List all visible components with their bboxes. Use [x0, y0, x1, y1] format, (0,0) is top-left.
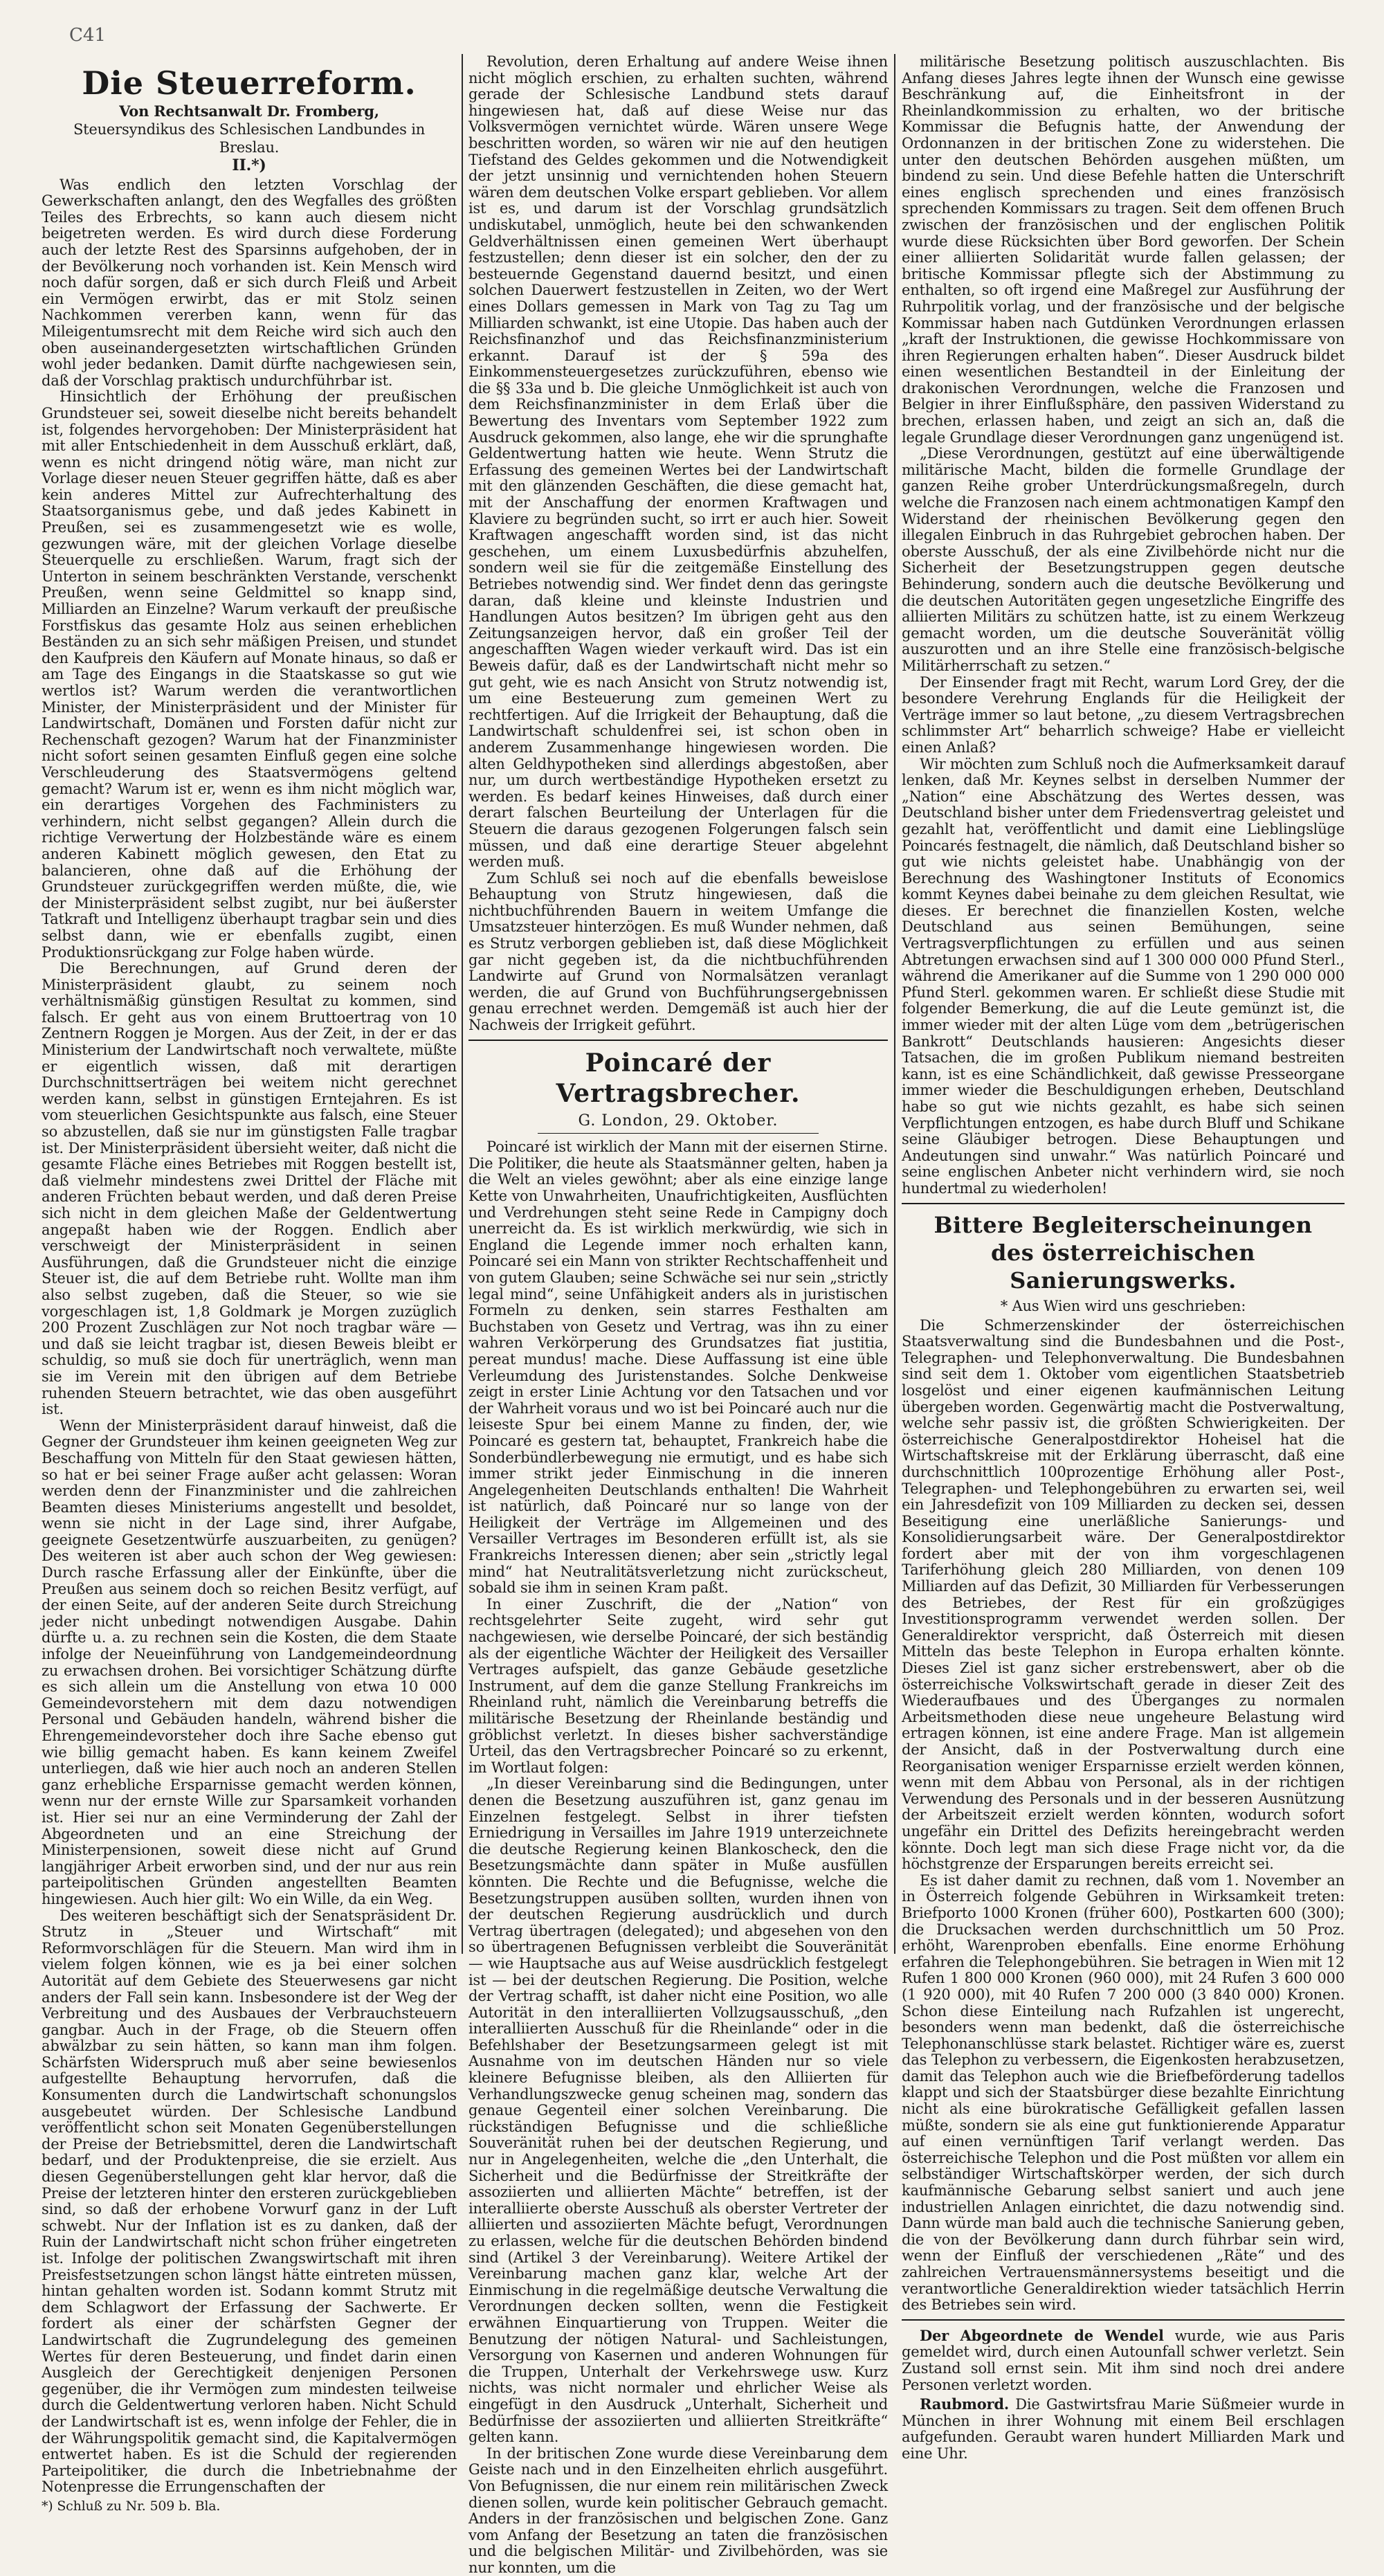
column-rule-1: [462, 54, 463, 1954]
news-label: Raubmord.: [920, 2395, 1009, 2413]
paragraph: Wir möchten zum Schluß noch die Aufmerksamkeit darauf lenken, daß Mr. Keynes selbst in derselben Nummer der „Nation“ eine Abschätzung des Wertes dessen, was Deutschland bisher unter dem Friedensvertrag geleistet und gezahlt hat, veröffentlicht und damit eine Lieblingslüge Poincarés festnagelt, die nämlich, daß Deutschland bisher so gut wie nichts geleistet habe. Unabhängig von der Berechnung des Washingtoner Instituts of Economics kommt Keynes dabei beinahe zu dem gleichen Resultat, wie dieses. Er berechnet die finanziellen Kosten, welche Deutschland aus seinen Bemühungen, seine Vertragsverpflichtungen zu erfüllen und aus seinen Abtretungen erwachsen sind auf 1 300 000 000 Pfund Sterl., während die Amerikaner auf die Summe von 1 290 000 000 Pfund Sterl. gekommen waren. Er schließt diese Studie mit folgender Bemerkung, die auf die Leute gemünzt ist, die immer wieder mit der alten Lüge vom dem „betrügerischen Bankrott“ Deutschlands hausieren: Angesichts dieser Tatsachen, die im großen Publikum niemand bestreiten kann, ist es eine Schändlichkeit, daß gewisse Presseorgane immer wieder die Beschuldigungen erheben, Deutschland habe so gut wie nichts gezahlt, es habe sich seinen Verpflichtungen entzogen, es habe durch Bluff und Schikane seine Gläubiger betrogen. Diese Behauptungen und Andeutungen sind unwahr.“ Was natürlich Poincaré und seine englischen Anbeter nicht verhindern wird, sie noch hundertmal zu wiederholen!: [902, 755, 1345, 1197]
footnote: *) Schluß zu Nr. 509 b. Bla.: [42, 2498, 221, 2514]
paragraph: militärische Besetzung politisch auszuschlachten. Bis Anfang dieses Jahres legte ihnen der Wunsch eine gewisse Beschränkung auf, die Einheitsfront in der Rheinlandkommission zu erhalten, wo der britische Kommissar die Befugnis hatte, der Anwendung der Ordonnanzen in der britischen Zone zu widerstehen. Die unter den deutschen Behörden ausgehen müßten, um bindend zu sein. Und diese Befehle hatten die Unterschrift eines englisch sprechenden und eines französisch sprechenden Kommissars zu tragen. Seit dem offenen Bruch zwischen der französischen und der englischen Politik wurde diese Rücksichten über Bord geworfen. Der Schein einer alliierten Solidarität wurde fallen gelassen; der britische Kommissar pflegte sich der Abstimmung zu enthalten, so oft irgend eine Maßregel zur Ausführung der Ruhrpolitik vorlag, und der französische und der belgische Kommissar haben nach Gutdünken Verordnungen erlassen „kraft der Instruktionen, die gewisse Hochkommissare von ihren Regierungen erhalten haben“. Dieser Ausdruck bildet einen wesentlichen Bestandteil in der Einleitung der drakonischen Verordnungen, welche die Franzosen und Belgier in ihrer Einflußsphäre, den passiven Widerstand zu brechen, erlassen haben, und zeigt an sich an, daß die legale Grundlage dieser Verordnungen ganz ungenügend ist.: [902, 53, 1345, 446]
column-rule-2: [894, 54, 895, 1954]
article-separator: [468, 1040, 888, 1041]
news-text: wurde, wie aus Paris gemeldet wird, durch einen Autounfall schwer verletzt. Sein Zustand soll ernst sein. Mit ihm sind noch drei andere Personen verletzt worden.: [902, 2327, 1345, 2393]
article-title-poincare: Poincaré der Vertragsbrecher.: [556, 1048, 801, 1108]
article-separator: [902, 1203, 1345, 1204]
paragraph: Hinsichtlich der Erhöhung der preußischen Grundsteuer sei, soweit dieselbe nicht bereits behandelt ist, folgendes hervorgehoben: Der Ministerpräsident hat mit aller Entschiedenheit in dem Ausschuß erklärt, daß, wenn es nicht dringend nötig wäre, man nicht zur Vorlage dieser neuen Steuer gegriffen hätte, daß es aber kein anderes Mittel zur Aufrechterhaltung des Staatsorganismus gebe, und daß jedes Kabinett in Preußen, sei es zusammengesetzt wie es wolle, gezwungen wäre, mit der gleichen Vorlage dieselbe Steuerquelle zu erschließen. Warum, fragt sich der Unterton in seinem beschränkten Verstande, verschenkt Preußen, wenn seine Geldmittel so knapp sind, Milliarden an Einzelne? Warum verkauft der preußische Forstfiskus das gesamte Holz aus seinen erheblichen Beständen zu an sich sehr mäßigen Preisen, und stundet den Kaufpreis den Käufern auf Monate hinaus, so daß er am Tage des Eingangs in die Staatskasse so gut wie wertlos ist? Warum werden die verantwortlichen Minister, der Ministerpräsident und der Minister für Landwirtschaft, Domänen und Forsten dafür nicht zur Rechenschaft gezogen? Warum hat der Finanzminister nicht sofort seinen gesamten Einfluß gegen eine solche Verschleuderung des Staatsvermögens geltend gemacht? Warum ist er, wenn es ihm nicht möglich war, ein derartiges Vorgehen des Fachministers zu verhindern, nicht selbst gegangen? Allein durch die richtige Verwertung der Holzbestände wäre es einem anderen Kabinett möglich gewesen, den Etat zu balancieren, ohne daß auf die Erhöhung der Grundsteuer zurückgegriffen werden müßte, die, wie der Ministerpräsident selbst zugibt, nur bei äußerster Tatkraft und Intelligenz überhaupt tragbar sein und dies selbst dann, wie er ebenfalls zugibt, einen Produktionsrückgang zur Folge haben würde.: [42, 388, 457, 961]
dateline: G. London, 29. Oktober.: [578, 1112, 778, 1130]
column-2: [468, 53, 888, 2576]
paragraph: Was endlich den letzten Vorschlag der Gewerkschaften anlangt, den des Wegfalles des größten Teiles des Erbrechts, so kann auch diesem nicht beigetreten werden. Es wird durch diese Forderung auch der letzte Rest des Sparsinns aufgehoben, der in der Bevölkerung noch vorhanden ist. Kein Mensch wird noch dafür sorgen, daß er sich durch Fleiß und Arbeit ein Vermögen erwirbt, das er mit Stolz seinen Nachkommen vererben kann, wenn für das Mileigentumsrecht mit dem Reiche wird sich auch den oben auseinandergesetzten wirtschaftlichen Gründen wohl jeder bedanken. Damit dürfte nachgewiesen sein, daß der Vorschlag praktisch undurchführbar ist.: [42, 176, 457, 389]
byline-affiliation: Steuersyndikus des Schlesischen Landbundes in Breslau.: [73, 121, 426, 156]
byline-author: Von Rechtsanwalt Dr. Fromberg,: [119, 102, 379, 120]
paragraph: „In dieser Vereinbarung sind die Bedingungen, unter denen die Besetzung auszuführen ist, ganz genau im Einzelnen festgelegt. Selbst in ihrer tiefsten Erniedrigung in Versailles im Jahre 1919 unterzeichnete die deutsche Regierung keinen Blankoscheck, den die Besetzungsmächte dann später in Muße ausfüllen könnten. Die Rechte und die Befugnisse, welche die Besetzungstruppen ausüben sollten, wurden ihnen von der deutschen Regierung ausdrücklich und durch Vertrag übertragen (delegated); und abgesehen von den so übertragenen Befugnissen verbleibt die Souveränität — wie Hauptsache aus auf Weise ausdrücklich festgelegt ist — bei der deutschen Regierung. Die Position, welche der Vertrag schafft, ist daher nicht eine Position, wo alle Autorität in den interalliierten Vollzugsausschuß, „den interalliierten Ausschuß für die Rheinlande“ oder in die Befehlshaber der Besetzungsarmeen gelegt ist mit Ausnahme von im deutschen Händen nur so viele kleinere Befugnisse bleiben, als den Alliierten für Verhandlungszwecke genug scheinen mag, sondern das genaue Gegenteil einer solchen Vereinbarung. Die rückständigen Befugnisse und die schließliche Souveränität ruhen bei der deutschen Regierung, und nur in Angelegenheiten, welche die „den Unterhalt, die Sicherheit und die Bedürfnisse der Streitkräfte der assoziierten und alliierten Mächte“ betreffen, ist der interalliierte oberste Ausschuß als oberster Vertreter der alliierten und assoziierten Mächte befugt, Verordnungen zu erlassen, welche für die deutschen Behörden bindend sind (Artikel 3 der Vereinbarung). Weitere Artikel der Vereinbarung machen ganz klar, welche Art der Einmischung in die regelmäßige deutsche Verwaltung die Verordnungen decken sollten, wenn die Festigkeit erwähnen Einquartierung von Truppen. Weiter die Benutzung der nötigen Natural- und Sachleistungen, Versorgung von Kasernen und anderen Wohnungen für die Truppen, Unterhalt der Verkehrswege usw. Kurz nichts, was nicht normaler und ehrlicher Weise als eingefügt in den Ausdruck „Unterhalt, Sicherheit und Bedürfnisse der assoziierten und alliierten Streitkräfte“ gelten kann.: [468, 1775, 888, 2446]
article-separator: [902, 2319, 1345, 2321]
paragraph: Es ist daher damit zu rechnen, daß vom 1. November an in Österreich folgende Gebühren in Wirksamkeit treten: Briefporto 1000 Kronen (früher 600), Postkarten 600 (300); die Drucksachen werden durchschnittlich um 50 Proz. erhöht, Warenproben ebenfalls. Eine enorme Erhöhung erfahren die Telephongebühren. Sie betragen in Wien mit 12 Rufen 1 800 000 Kronen (960 000), mit 24 Rufen 3 600 000 (1 920 000), mit 40 Rufen 7 200 000 (3 840 000) Kronen. Schon diese Einteilung nach Rufzahlen ist ungerecht, besonders wenn man bedenkt, daß die österreichische Telephonanschlüsse stark belastet. Richtiger wäre es, zuerst das Telephon zu verbessern, die Eigenkosten herabzusetzen, damit das Telephon auch wie die Briefbeförderung tadellos klappt und sich der Staatsbürger diese bezahlte Einrichtung nicht als eine bürokratische Gefälligkeit gefallen lassen müßte, sondern sie als eine gut funktionierende Apparatur auf einen vernünftigen Tarif verlangt werden. Das österreichische Telephon und die Post müßten vor allem ein selbständiger Wirtschaftskörper werden, der sich durch kaufmännische Gebarung selbst saniert und auch jene industriellen Anlagen einrichtet, die dazu notwendig sind. Dann würde man bald auch die technische Sanierung geben, die von der Bevölkerung dann durch führbar sein wird, wenn der Einfluß der verschiedenen „Räte“ und des zahlreichen Vertrauensmännersystems beseitigt und die verantwortliche Generaldirektion wieder tatsächlich Herrin des Betriebes sein wird.: [902, 1871, 1345, 2314]
source-line: * Aus Wien wird uns geschrieben:: [1000, 1297, 1246, 1314]
paragraph: Der Einsender fragt mit Recht, warum Lord Grey, der die besondere Verehrung Englands für die Heiligkeit der Verträge immer so laut betone, „zu diesem Vertragsbrechen schlimmster Art“ beharrlich schweige? Habe er vielleicht einen Anlaß?: [902, 673, 1345, 756]
article-title-bittere: Bittere Begleiterscheinungen: [934, 1211, 1313, 1238]
paragraph: „Diese Verordnungen, gestützt auf eine überwältigende militärische Macht, bilden die formelle Grundlage der ganzen Reihe grober Unterdrückungsmaßregeln, durch welche die Franzosen nach einem achtmonatigen Kampf den Widerstand der rheinischen Bevölkerung gegen den illegalen Einbruch in das Ruhrgebiet gebrochen haben. Der oberste Ausschuß, der als eine Zivilbehörde nicht nur die Sicherheit der Besetzungstruppen gegen deutsche Behinderung, sondern auch die deutsche Bevölkerung und die deutschen Autoritäten gegen ungesetzliche Eingriffe des alliierten Militärs zu schützen hatte, ist zu einem Werkzeug gemacht worden, um die deutsche Souveränität völlig auszurotten und an ihre Stelle eine französisch-belgische Militärherrschaft zu setzen.“: [902, 445, 1345, 674]
article-subtitle-sanierung: des österreichischen Sanierungswerks.: [991, 1239, 1255, 1294]
divider: [538, 1133, 819, 1134]
news-label: Der Abgeordnete de Wendel: [920, 2326, 1164, 2344]
news-item-wendel: [902, 2328, 1345, 2393]
paragraph: Revolution, deren Erhaltung auf andere Weise ihnen nicht möglich erschien, zu erhalten suchten, während gerade der Schlesische Landbund stets darauf hingewiesen hat, daß auf diese Weise nur das Volksvermögen vernichtet würde. Wären unsere Wege beschritten worden, so wären wir nie auf den heutigen Tiefstand des Geldes gekommen und die Notwendigkeit der jetzt unsinnig und vernichtenden hohen Steuern wären dem deutschen Volke erspart geblieben. Vor allem ist es, und darum ist der Vorschlag grundsätzlich undiskutabel, unmöglich, heute bei den schwankenden Geldverhältnissen einen gemeinen Wert überhaupt festzustellen; denn dieser ist ein solcher, den der zu besteuernde Gegenstand dauernd besitzt, und einen solchen Dauerwert festzustellen in Zeiten, wo der Wert eines Dollars gemessen in Mark von Tag zu Tag um Milliarden schwankt, ist eine Utopie. Das haben auch der Reichsfinanzhof und das Reichsfinanzministerium erkannt. Darauf ist der § 59a des Einkommensteuergesetzes zurückzuführen, ebenso wie die §§ 33a und b. Die gleiche Unmöglichkeit ist auch von dem Reichsfinanzminister in dem Erlaß über die Bewertung des Inventars vom September 1922 zum Ausdruck gekommen, also lange, ehe wir die sprunghafte Geldentwertung hatten wie heute. Wenn Strutz die Erfassung des gemeinen Wertes bei der Landwirtschaft mit den glänzenden Geschäften, die diese gemacht hat, mit der Anschaffung der enormen Kraftwagen und Klaviere zu begründen sucht, so irrt er auch hier. Soweit Kraftwagen angeschafft worden sind, ist das nicht geschehen, um einem Luxusbedürfnis abzuhelfen, sondern weil sie für die zeitgemäße Einstellung des Betriebes notwendig sind. Wer findet denn das geringste daran, daß kleine und kleinste Industrien und Handlungen Autos besitzen? Im übrigen geht aus den Zeitungsanzeigen hervor, daß ein großer Teil der angeschafften Wagen wieder verkauft wird. Das ist ein Beweis dafür, daß es der Landwirtschaft nicht mehr so gut geht, wie es nach Ansicht von Strutz notwendig ist, um eine Besteuerung zum gemeinen Wert zu rechtfertigen. Auf die Irrigkeit der Behauptung, daß die Landwirtschaft schuldenfrei sei, ist schon oben in anderem Zusammenhange hingewiesen worden. Die alten Geldhypotheken sind allerdings abgestoßen, aber nur, um durch wertbeständige Hypotheken ersetzt zu werden. Es bedarf keines Hinweises, daß durch einer derart falschen Beurteilung der Unterlagen für die Steuern die daraus gezogenen Folgerungen falsch sein müssen, und daß eine derartige Steuer abgelehnt werden muß.: [468, 53, 888, 871]
column-1: [42, 54, 457, 2514]
paragraph: Die Berechnungen, auf Grund deren der Ministerpräsident glaubt, zu seinem noch verhältnismäßig günstigen Resultat zu kommen, sind falsch. Er geht aus von einem Bruttoertrag von 10 Zentnern Roggen je Morgen. Aus der Zeit, in der er das Ministerium der Landwirtschaft noch verwaltete, müßte er eigentlich wissen, daß mit derartigen Durchschnittserträgen bei weitem nicht gerechnet werden kann, selbst in günstigen Erntejahren. Es ist vom steuerlichen Gesichtspunkte aus falsch, eine Steuer so abzustellen, daß sie nur im günstigsten Falle tragbar ist. Der Ministerpräsident übersieht weiter, daß nicht die gesamte Fläche eines Betriebes mit Roggen bestellt ist, daß vielmehr mindestens zwei Drittel der Fläche mit anderen Früchten bebaut werden, und daß deren Preise sich nicht in dem gleichen Maße der Geldentwertung angepaßt haben wie der Roggen. Endlich aber verschweigt der Ministerpräsident in seinen Ausführungen, daß die Grundsteuer nicht die einzige Steuer ist, die auf dem Betriebe ruht. Wollte man ihm also selbst zugeben, daß die Steuer, so wie sie vorgeschlagen ist, 1,8 Goldmark je Morgen zuzüglich 200 Prozent Zuschlägen zur Not noch tragbar wäre — und daß sie leicht tragbar ist, diesen Beweis bleibt er schuldig, so muß sie doch für unerträglich, wenn man sie im Verein mit den übrigen auf dem Betriebe ruhenden Steuern betrachtet, wie das oben ausgeführt ist.: [42, 960, 457, 1418]
page-header: [42, 25, 1342, 53]
paragraph: In der britischen Zone wurde diese Vereinbarung dem Geiste nach und in den Einzelheiten ehrlich ausgeführt. Von Befugnissen, die nur einem rein militärischen Zweck dienen sollen, wurde kein politischer Gebrauch gemacht. Anders in der französischen und belgischen Zone. Ganz vom Anfang der Besetzung an taten die französischen und die belgischen Militär- und Zivilbehörden, was sie nur konnten, um die: [468, 2445, 888, 2576]
column-3: [902, 53, 1345, 2462]
paragraph: Wenn der Ministerpräsident darauf hinweist, daß die Gegner der Grundsteuer ihm keinen geeigneten Weg zur Beschaffung von Mitteln für den Staat gewiesen hätten, so hat er bei seiner Frage außer acht gelassen: Woran werden denn der Finanzminister und die zahlreichen Beamten dieses Ministeriums angestellt und besoldet, wenn sie nicht in der Lage sind, ihrer Aufgabe, geeignete Gesetzentwürfe auszuarbeiten, zu genügen? Des weiteren ist aber auch schon der Weg gewiesen: Durch rasche Erfassung aller der Einkünfte, über die Preußen aus seinem doch so reichen Besitz verfügt, auf der einen Seite, auf der anderen Seite durch Streichung jeder nicht unbedingt notwendigen Ausgabe. Dahin dürfte u. a. zu rechnen sein die Kosten, die dem Staate infolge der Neueinführung von Landgemeindeordnung zu erwachsen drohen. Bei vorsichtiger Schätzung dürfte es sich allein um die Anstellung von etwa 10 000 Gemeindevorstehern mit dem dazu notwendigen Personal und Gebäuden handeln, während bisher die Ehrengemeindevorsteher doch ihre Sache ebenso gut wie billig gemacht haben. Es kann keinem Zweifel unterliegen, daß wie hier auch noch an anderen Stellen ganz erhebliche Ersparnisse gemacht werden können, wenn nur der ernste Wille zur Sparsamkeit vorhanden ist. Hier sei nur an eine Verminderung der Zahl der Abgeordneten und an eine Streichung der Ministerpensionen, soweit diese nicht auf Grund langjähriger Arbeit erworben sind, und der nur aus rein parteipolitischen Gründen angestellten Beamten hingewiesen. Auch hier gilt: Wo ein Wille, da ein Weg.: [42, 1417, 457, 1907]
paragraph: Poincaré ist wirklich der Mann mit der eisernen Stirne. Die Politiker, die heute als Staatsmänner gelten, haben ja die Welt an vieles gewöhnt; aber als eine einzige lange Kette von Unwahrheiten, Unaufrichtigkeiten, Ausflüchten und Verdrehungen steht seine Rede in Campigny doch unerreicht da. Es ist wirklich merkwürdig, wie sich in England die Legende immer noch erhalten kann, Poincaré sei ein Mann von strikter Rechtschaffenheit und von gutem Glauben; seine Schwäche sei nur sein „strictly legal mind“, seine Unfähigkeit anders als in juristischen Formeln zu denken, sein starres Festhalten am Buchstaben von Gesetz und Vertrag, was ihn zu einer wahren Verkörperung des Grundsatzes fiat justitia, pereat mundus! mache. Diese Auffassung ist eine üble Verleumdung des Juristenstandes. Solche Denkweise zeigt in erster Linie Achtung vor den Tatsachen und vor der Wahrheit voraus und wo ist bei Poincaré auch nur die leiseste Spur bei einem Manne zu finden, der, wie Poincaré es gestern tat, behauptet, Frankreich habe die Sonderbündlerbewegung nie ermutigt, und es habe sich immer strikt jeder Einmischung in die inneren Angelegenheiten Deutschlands enthalten! Die Wahrheit ist natürlich, daß Poincaré nur so lange von der Heiligkeit der Verträge im Allgemeinen und des Versailler Vertrages im Besonderen erfüllt ist, als sie Frankreichs Interessen dienen; aber sein „strictly legal mind“ hat Neutralitätsverletzung nicht zurückscheut, sobald sie ihm in seinen Kram paßt.: [468, 1139, 888, 1597]
news-text: Die Gastwirtsfrau Marie Süßmeier wurde in München in ihrer Wohnung mit einem Beil erschlagen aufgefunden. Geraubt waren hundert Milliarden Mark und eine Uhr.: [902, 2396, 1345, 2462]
paragraph: In einer Zuschrift, die der „Nation“ von rechtsgelehrter Seite zugeht, wird sehr gut nachgewiesen, wie derselbe Poincaré, der sich beständig als der eigentliche Wächter der Heiligkeit des Versailler Vertrages aufspielt, das ganze Gebäude gesetzliche Instrument, auf dem die ganze Stellung Frankreichs im Rheinland ruht, nämlich die Vereinbarung betreffs die militärische Besetzung der Rheinlande beständig und gröblichst verletzt. In dieses bisher sachverständige Urteil, das den Vertragsbrecher Poincaré so zu erkennt, im Wortlaut folgen:: [468, 1595, 888, 1776]
paragraph: Die Schmerzenskinder der österreichischen Staatsverwaltung sind die Bundesbahnen und die Post-, Telegraphen- und Telephonverwaltung. Die Bundesbahnen sind seit dem 1. Oktober vom eigentlichen Staatsbetrieb losgelöst und einer eigenen kaufmännischen Leitung übergeben worden. Gegenwärtig macht die Postverwaltung, welche sehr passiv ist, die größten Schwierigkeiten. Der österreichische Generalpostdirektor Hoheisel hat die Wirtschaftskreise mit der Erklärung überrascht, daß eine durchschnittlich 100prozentige Erhöhung aller Post-, Telegraphen- und Telephongebühren zu erwarten sei, weil ein Jahresdefizit von 109 Milliarden zu decken sei, dessen Beseitigung eine unerläßliche Sanierungs- und Konsolidierungsarbeit wäre. Der Generalpostdirektor fordert aber mit der von ihm vorgeschlagenen Tariferhöhung gleich 280 Milliarden, von denen 109 Milliarden auf das Defizit, 30 Milliarden für Verbesserungen des Betriebes, der Rest für ein großzügiges Investitionsprogramm verwendet werden sollen. Der Generaldirektor verspricht, daß Österreich mit diesen Mitteln das beste Telephon in Europa erhalten könnte. Dieses Ziel ist ganz sicher erstrebenswert, aber ob die österreichische Volkswirtschaft gerade in dieser Zeit des Wiederaufbaues und des Überganges zu normalen Arbeitsmethoden diese neue ungeheure Belastung wird ertragen können, ist eine andere Frage. Man ist allgemein der Ansicht, daß in der Postverwaltung durch eine Reorganisation weniger Ersparnisse erzielt werden können, wenn mit dem Abbau von Personal, als in der richtigen Verwendung des Personals und in der besseren Ausnützung der Arbeitszeit erzielt werden könnten, wodurch sofort ungefähr ein Drittel des Defizits hereingebracht werden könnte. Doch legt man sich diese Frage nicht vor, da die höchstgrenze der Ersparungen bereits erreicht sei.: [902, 1316, 1345, 1873]
part-number: II.*): [232, 156, 266, 174]
article-title-steuerreform: Die Steuerreform.: [82, 64, 417, 102]
paragraph: Zum Schluß sei noch auf die ebenfalls beweislose Behauptung von Strutz hingewiesen, daß die nichtbuchführenden Bauern in weitem Umfange die Umsatzsteuer hinterzögen. Es muß Wunder nehmen, daß es Strutz verborgen geblieben ist, daß diese Möglichkeit gar nicht gegeben ist, da die nichtbuchführenden Landwirte auf Grund von Normalsätzen veranlagt werden, die auf Grund von Buchführungsergebnissen genau errechnet werden. Demgemäß ist auch hier der Nachweis der Irrigkeit geführt.: [468, 869, 888, 1034]
paragraph: Des weiteren beschäftigt sich der Senatspräsident Dr. Strutz in „Steuer und Wirtschaft“ mit Reformvorschlägen für die Steuern. Man wird ihm in vielem folgen können, wie es ja bei einer solchen Autorität auf dem Gebiete des Steuerwesens gar nicht anders der Fall sein kann. Insbesondere ist der Weg der Verbreitung und des Ausbaues der Verbrauchsteuern gangbar. Auch in der Frage, ob die Steuern offen abwälzbar zu sein hätten, so kann man ihm folgen. Schärfsten Widerspruch muß aber seine bewiesenlos aufgestellte Behauptung hervorrufen, daß die Konsumenten durch die Landwirtschaft schonungslos ausgebeutet würden. Der Schlesische Landbund veröffentlicht schon seit Monaten Gegenüberstellungen der Preise der Betriebsmittel, deren die Landwirtschaft bedarf, und der Produktenpreise, die sie erzielt. Aus diesen Gegenüberstellungen geht klar hervor, daß die Preise der letzteren hinter den ersteren zurückgeblieben sind, so daß der erhobene Vorwurf ganz in der Luft schwebt. Nur der Inflation ist es zu danken, daß der Ruin der Landwirtschaft nicht schon früher eingetreten ist. Infolge der politischen Zwangswirtschaft mit ihren Preisfestsetzungen schon längst hätte eintreten müssen, hintan gehalten worden ist. Sodann kommt Strutz mit dem Schlagwort der Erfassung der Sachwerte. Er fordert als einer der schärfsten Gegner der Landwirtschaft die Zugrundelegung des gemeinen Wertes für deren Besteuerung, und findet darin einen Ausgleich der Gerechtigkeit denjenigen Personen gegenüber, die ihr Vermögen zum mindesten teilweise durch die Geldentwertung verloren haben. Nicht Schuld der Landwirtschaft ist es, wenn infolge der Fehler, die in der Währungspolitik gemacht sind, die Kapitalvermögen entwertet haben. Es ist die Schuld der regierenden Parteipolitiker, die durch die Inbetriebnahme der Notenpresse die Errungenschaften der: [42, 1907, 457, 2496]
page-header-left: C41: [69, 25, 106, 46]
news-item-raubmord: [902, 2396, 1345, 2462]
